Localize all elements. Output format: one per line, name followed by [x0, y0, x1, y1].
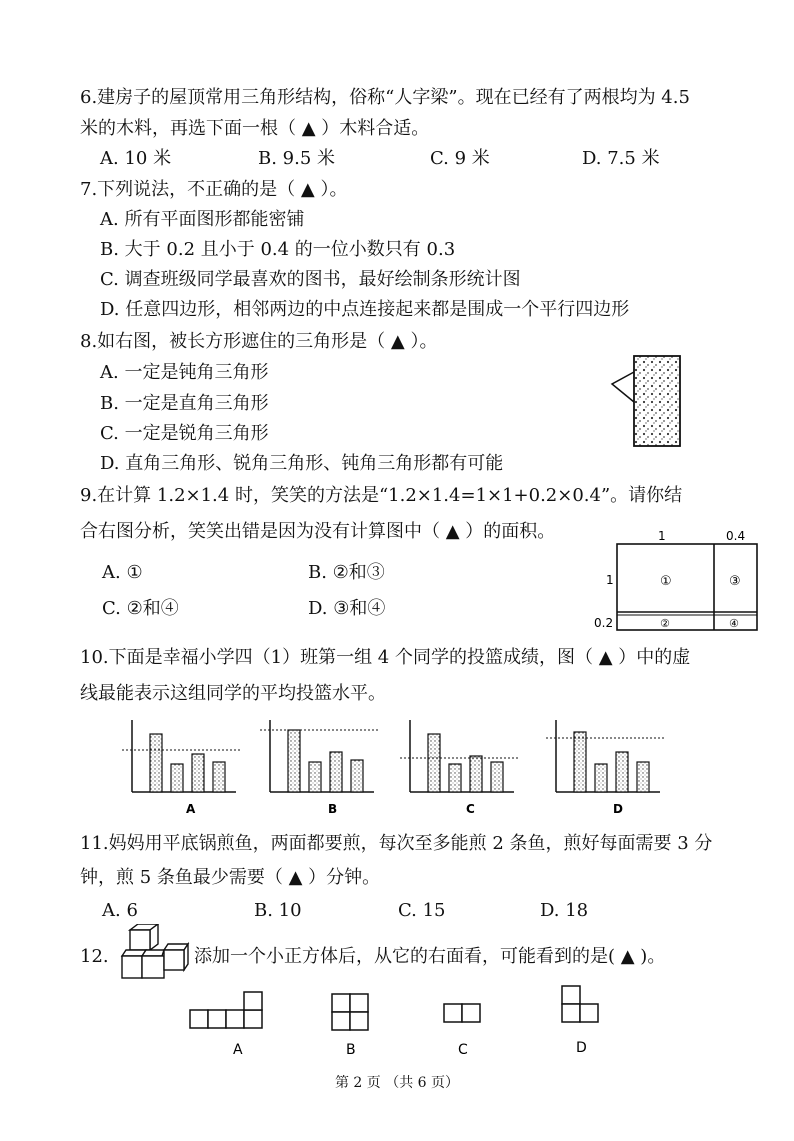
q9-region-3: ③: [729, 574, 741, 589]
q10-chart-c: [400, 720, 520, 792]
bar: [574, 732, 586, 792]
q6-line1: 6.建房子的屋顶常用三角形结构，俗称“人字梁”。现在已经有了两根均为 4.5: [80, 87, 690, 108]
q6-option-a: A. 10 米: [100, 148, 172, 169]
q12-label-a: A: [233, 1042, 243, 1058]
bar: [150, 734, 162, 792]
view-c-sq2: [462, 1004, 480, 1022]
q10-chart-a: [122, 720, 242, 792]
triangle-visible-corner: [612, 372, 634, 402]
view-d-sq1: [562, 986, 580, 1004]
bar: [428, 734, 440, 792]
q7-option-a: A. 所有平面图形都能密铺: [100, 209, 305, 230]
q6-option-b: B. 9.5 米: [258, 148, 336, 169]
q11-option-b: B. 10: [254, 900, 302, 921]
q8-option-c: C. 一定是锐角三角形: [100, 423, 269, 444]
q7-option-b: B. 大于 0.2 且小于 0.4 的一位小数只有 0.3: [100, 239, 456, 260]
q12-label-d: D: [576, 1040, 587, 1056]
q6-line2: 米的木料，再选下面一根（ ▲ ）木料合适。: [80, 118, 430, 139]
q9-top-label-04: 0.4: [726, 529, 746, 543]
bar: [470, 756, 482, 792]
q10-label-b: B: [328, 802, 338, 816]
q10-charts-root: [122, 720, 666, 792]
q11-option-c: C. 15: [398, 900, 446, 921]
q9-region-2: ②: [660, 617, 670, 630]
q11-option-d: D. 18: [540, 900, 589, 921]
bar: [330, 752, 342, 792]
view-a-sq4: [244, 1010, 262, 1028]
q6-option-c: C. 9 米: [430, 148, 490, 169]
q10-label-c: C: [466, 802, 475, 816]
q11-option-a: A. 6: [102, 900, 138, 921]
bar: [192, 754, 204, 792]
q10-chart-d: [546, 720, 666, 792]
page-footer: 第 2 页 （共 6 页）: [334, 1075, 460, 1091]
q11-line2: 钟，煎 5 条鱼最少需要（ ▲ ）分钟。: [80, 867, 381, 888]
q9-option-c: C. ②和④: [102, 598, 179, 619]
q9-region-1: ①: [660, 574, 672, 589]
bar: [288, 730, 300, 792]
q8-option-a: A. 一定是钝角三角形: [100, 362, 269, 383]
view-a-sq5: [244, 992, 262, 1010]
bar: [171, 764, 183, 792]
bar: [491, 762, 503, 792]
covering-rectangle: [634, 356, 680, 446]
q9-option-a: A. ①: [102, 562, 143, 583]
q10-line2: 线最能表示这组同学的平均投篮水平。: [80, 683, 386, 704]
q10-label-a: A: [186, 802, 196, 816]
q7-stem: 7.下列说法，不正确的是（ ▲ ）。: [80, 179, 348, 200]
q12-prefix: 12.: [80, 946, 109, 967]
q12-stem: 添加一个小正方体后，从它的右面看，可能看到的是( ▲ )。: [194, 946, 666, 967]
view-b-sq4: [350, 1012, 368, 1030]
cube-front-mid: [142, 956, 164, 978]
q9-area-figure: [592, 526, 762, 636]
q9-option-b: B. ②和③: [308, 562, 385, 583]
q7-option-c: C. 调查班级同学最喜欢的图书，最好绘制条形统计图: [100, 269, 521, 290]
view-a-sq3: [226, 1010, 244, 1028]
bar: [351, 760, 363, 792]
bar: [637, 762, 649, 792]
q9-side-label-02: 0.2: [594, 616, 614, 630]
q9-line1: 9.在计算 1.2×1.4 时，笑笑的方法是“1.2×1.4=1×1+0.2×0.4”。请你结: [80, 485, 683, 506]
q10-label-d: D: [613, 802, 623, 816]
q8-option-d: D. 直角三角形、锐角三角形、钝角三角形都有可能: [100, 453, 504, 474]
q12-label-b: B: [346, 1042, 356, 1058]
q10-chart-b: [260, 720, 380, 792]
view-b-sq1: [332, 994, 350, 1012]
q9-option-d: D. ③和④: [308, 598, 386, 619]
q6-option-d: D. 7.5 米: [582, 148, 660, 169]
view-a-sq1: [190, 1010, 208, 1028]
q8-covered-triangle-figure: [602, 352, 692, 452]
q11-line1: 11.妈妈用平底锅煎鱼，两面都要煎，每次至多能煎 2 条鱼，煎好每面需要 3 分: [80, 833, 713, 854]
bar: [309, 762, 321, 792]
view-d-sq2: [562, 1004, 580, 1022]
q8-stem: 8.如右图，被长方形遮住的三角形是（ ▲ ）。: [80, 331, 438, 352]
bar: [616, 752, 628, 792]
view-a-sq2: [208, 1010, 226, 1028]
cube-front-left: [122, 956, 142, 978]
cube-top-front: [130, 930, 150, 950]
bar: [595, 764, 607, 792]
q12-label-c: C: [458, 1042, 468, 1058]
q12-view-options: [180, 982, 620, 1062]
view-b-sq2: [350, 994, 368, 1012]
q7-option-d: D. 任意四边形，相邻两边的中点连接起来都是围成一个平行四边形: [100, 299, 630, 320]
q8-option-b: B. 一定是直角三角形: [100, 393, 269, 414]
q9-top-label-1: 1: [658, 529, 666, 543]
cube-back-right: [164, 950, 184, 970]
bar: [449, 764, 461, 792]
view-d-sq3: [580, 1004, 598, 1022]
q9-line2: 合右图分析，笑笑出错是因为没有计算图中（ ▲ ）的面积。: [80, 521, 556, 542]
q12-cube-figure: [116, 924, 190, 984]
q9-region-4: ④: [729, 617, 739, 630]
q10-line1: 10.下面是幸福小学四（1）班第一组 4 个同学的投篮成绩，图（ ▲ ）中的虚: [80, 647, 691, 668]
cube-front-mid-top: [142, 950, 164, 956]
view-c-sq1: [444, 1004, 462, 1022]
q10-bar-charts: [110, 712, 690, 822]
bar: [213, 762, 225, 792]
q9-side-label-1: 1: [606, 573, 614, 587]
view-b-sq3: [332, 1012, 350, 1030]
